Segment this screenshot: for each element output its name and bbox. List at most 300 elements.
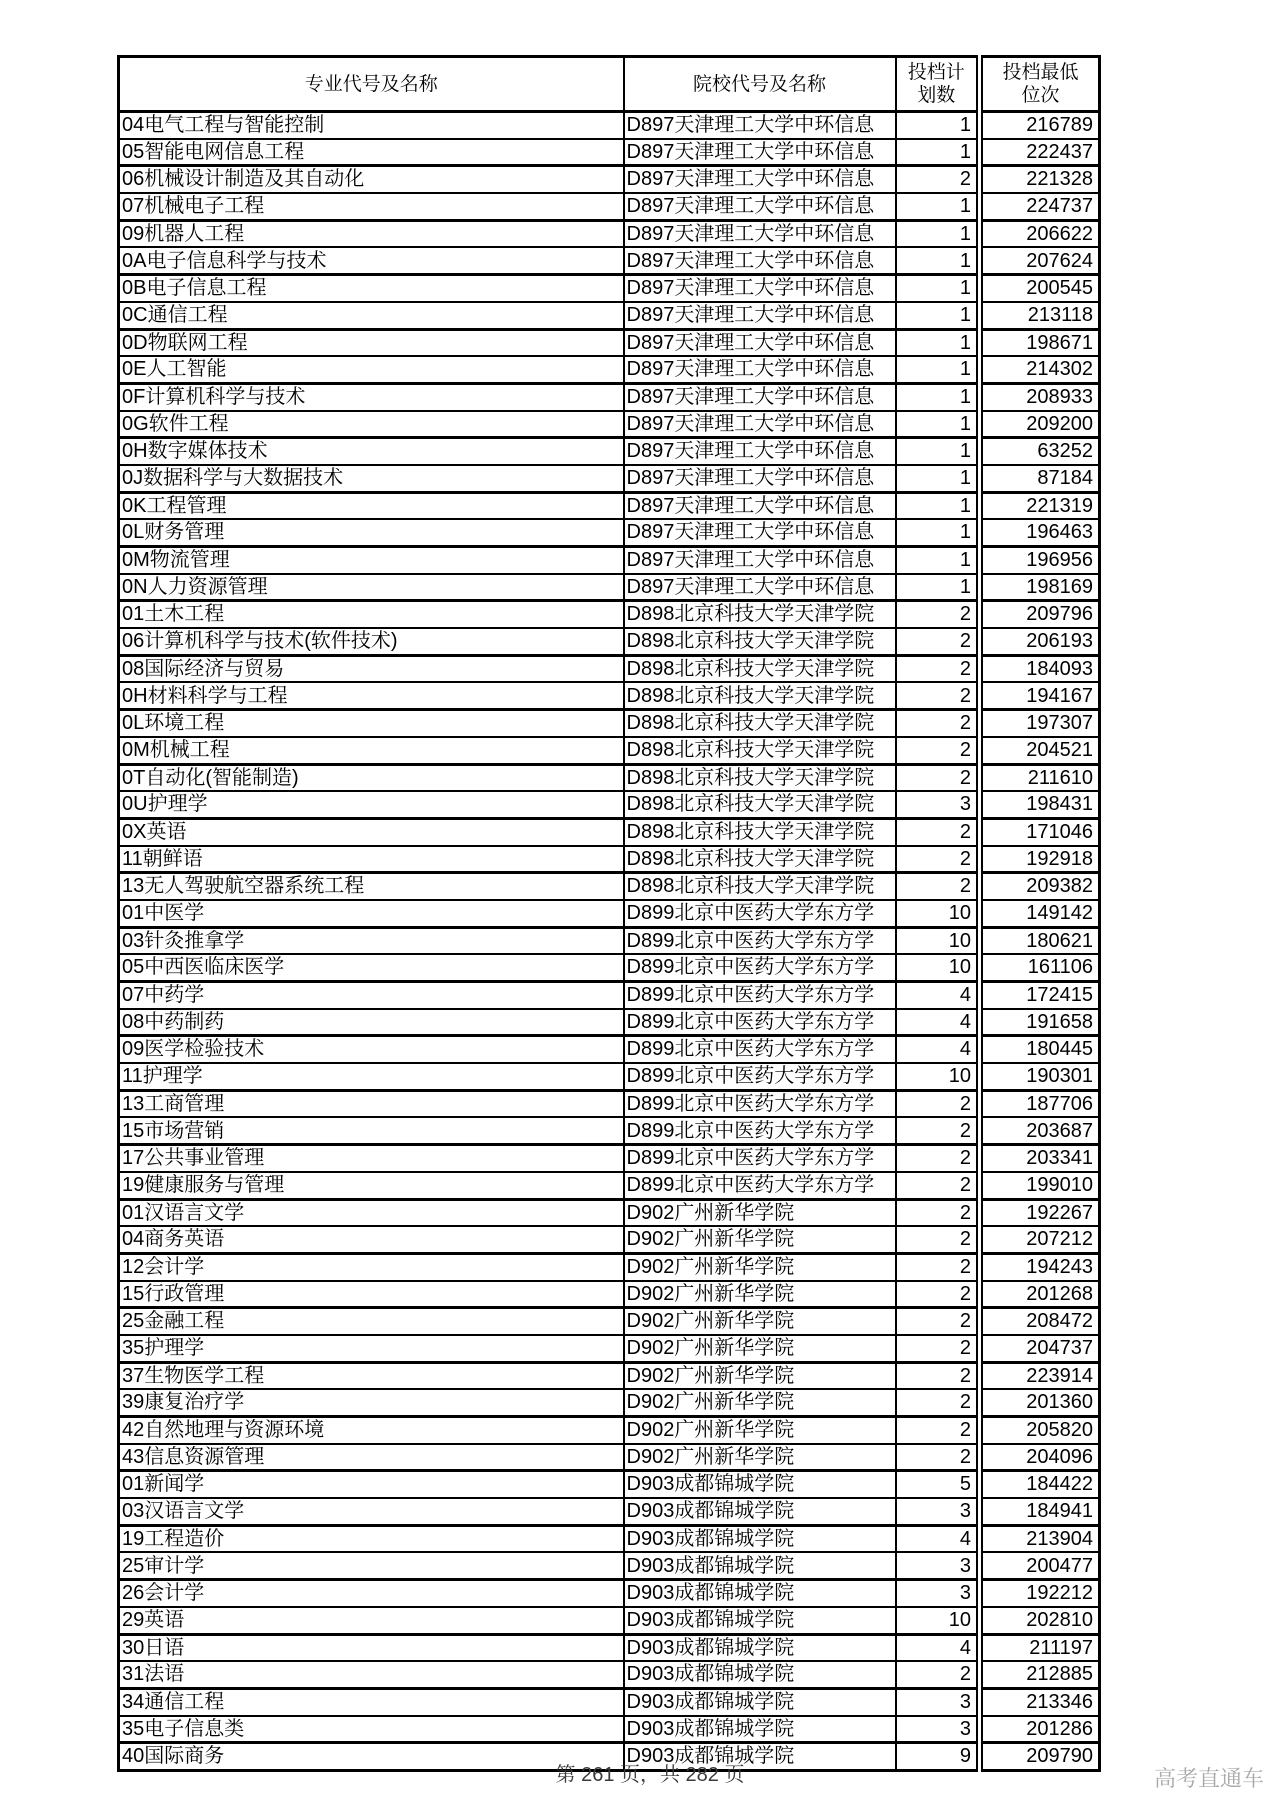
plan-count-cell: 1 (896, 302, 980, 329)
major-cell: 0E人工智能 (119, 356, 624, 383)
major-cell: 0L财务管理 (119, 519, 624, 546)
table-row (119, 302, 1100, 329)
plan-count-cell: 2 (896, 873, 980, 900)
plan-count-cell: 4 (896, 982, 980, 1009)
min-rank-cell: 198671 (980, 329, 1100, 356)
college-cell: D903成都锦城学院 (624, 1580, 896, 1607)
major-cell: 03汉语言文学 (119, 1498, 624, 1525)
college-cell: D897天津理工大学中环信息 (624, 574, 896, 601)
major-cell: 0J数据科学与大数据技术 (119, 465, 624, 492)
plan-count-cell: 3 (896, 1716, 980, 1743)
college-cell: D898北京科技大学天津学院 (624, 601, 896, 628)
college-cell: D897天津理工大学中环信息 (624, 411, 896, 438)
college-cell: D899北京中医药大学东方学 (624, 1145, 896, 1172)
table-row (119, 1498, 1100, 1525)
major-cell: 0H数字媒体技术 (119, 438, 624, 465)
college-cell: D897天津理工大学中环信息 (624, 193, 896, 220)
major-cell: 15行政管理 (119, 1281, 624, 1308)
major-cell: 01中医学 (119, 900, 624, 927)
min-rank-cell: 196956 (980, 547, 1100, 574)
college-cell: D899北京中医药大学东方学 (624, 982, 896, 1009)
table-row (119, 1389, 1100, 1416)
table-row (119, 954, 1100, 981)
min-rank-cell: 192212 (980, 1580, 1100, 1607)
college-cell: D903成都锦城学院 (624, 1661, 896, 1688)
min-rank-cell: 208472 (980, 1308, 1100, 1335)
min-rank-cell: 198169 (980, 574, 1100, 601)
min-rank-cell: 203341 (980, 1145, 1100, 1172)
college-cell: D899北京中医药大学东方学 (624, 1090, 896, 1117)
table-row (119, 1525, 1100, 1552)
table-row (119, 193, 1100, 220)
college-cell: D899北京中医药大学东方学 (624, 954, 896, 981)
min-rank-cell: 149142 (980, 900, 1100, 927)
min-rank-cell: 209790 (980, 1743, 1100, 1771)
plan-count-cell: 10 (896, 1607, 980, 1634)
table-row (119, 383, 1100, 410)
college-cell: D902广州新华学院 (624, 1226, 896, 1253)
min-rank-cell: 202810 (980, 1607, 1100, 1634)
major-cell: 34通信工程 (119, 1688, 624, 1715)
plan-count-cell: 1 (896, 247, 980, 274)
major-cell: 35护理学 (119, 1335, 624, 1362)
min-rank-cell: 180445 (980, 1036, 1100, 1063)
min-rank-cell: 207212 (980, 1226, 1100, 1253)
plan-count-cell: 2 (896, 737, 980, 764)
college-cell: D897天津理工大学中环信息 (624, 547, 896, 574)
min-rank-cell: 209382 (980, 873, 1100, 900)
plan-count-cell: 2 (896, 1117, 980, 1144)
plan-count-cell: 2 (896, 1417, 980, 1444)
table-row (119, 1471, 1100, 1498)
min-rank-cell: 201268 (980, 1281, 1100, 1308)
min-rank-cell: 161106 (980, 954, 1100, 981)
min-rank-cell: 196463 (980, 519, 1100, 546)
min-rank-cell: 191658 (980, 1009, 1100, 1036)
table-row (119, 1444, 1100, 1471)
major-cell: 01新闻学 (119, 1471, 624, 1498)
min-rank-cell: 204521 (980, 737, 1100, 764)
college-cell: D902广州新华学院 (624, 1253, 896, 1280)
college-cell: D903成都锦城学院 (624, 1688, 896, 1715)
major-cell: 08中药制药 (119, 1009, 624, 1036)
table-row (119, 628, 1100, 655)
table-row (119, 1036, 1100, 1063)
table-row (119, 547, 1100, 574)
plan-count-cell: 1 (896, 220, 980, 247)
plan-count-cell: 1 (896, 356, 980, 383)
plan-count-cell: 10 (896, 954, 980, 981)
college-cell: D903成都锦城学院 (624, 1743, 896, 1771)
table-row (119, 982, 1100, 1009)
table-row (119, 1226, 1100, 1253)
table-row (119, 764, 1100, 791)
plan-count-cell: 2 (896, 1335, 980, 1362)
college-cell: D903成都锦城学院 (624, 1525, 896, 1552)
min-rank-cell: 204096 (980, 1444, 1100, 1471)
plan-count-cell: 3 (896, 1688, 980, 1715)
college-cell: D902广州新华学院 (624, 1444, 896, 1471)
plan-count-cell: 10 (896, 1063, 980, 1090)
major-cell: 0X英语 (119, 818, 624, 845)
min-rank-cell: 198431 (980, 791, 1100, 818)
major-cell: 12会计学 (119, 1253, 624, 1280)
major-cell: 07机械电子工程 (119, 193, 624, 220)
table-row (119, 900, 1100, 927)
major-cell: 43信息资源管理 (119, 1444, 624, 1471)
college-cell: D903成都锦城学院 (624, 1716, 896, 1743)
major-cell: 06计算机科学与技术(软件技术) (119, 628, 624, 655)
major-cell: 19工程造价 (119, 1525, 624, 1552)
major-cell: 0G软件工程 (119, 411, 624, 438)
min-rank-cell: 184422 (980, 1471, 1100, 1498)
college-cell: D899北京中医药大学东方学 (624, 1009, 896, 1036)
college-cell: D902广州新华学院 (624, 1308, 896, 1335)
min-rank-cell: 205820 (980, 1417, 1100, 1444)
plan-count-cell: 2 (896, 1226, 980, 1253)
table-row (119, 927, 1100, 954)
table-row (119, 220, 1100, 247)
college-cell: D902广州新华学院 (624, 1335, 896, 1362)
plan-count-cell: 1 (896, 438, 980, 465)
plan-count-cell: 1 (896, 275, 980, 302)
min-rank-cell: 211197 (980, 1634, 1100, 1661)
plan-count-cell: 2 (896, 682, 980, 709)
plan-count-cell: 2 (896, 1281, 980, 1308)
min-rank-cell: 216789 (980, 112, 1100, 139)
table-row (119, 1281, 1100, 1308)
table-row (119, 1634, 1100, 1661)
major-cell: 31法语 (119, 1661, 624, 1688)
college-cell: D903成都锦城学院 (624, 1471, 896, 1498)
college-cell: D899北京中医药大学东方学 (624, 1172, 896, 1199)
table-row (119, 329, 1100, 356)
college-cell: D898北京科技大学天津学院 (624, 791, 896, 818)
page-number-text: 第 261 页，共 282 页 (555, 1764, 745, 1786)
plan-count-cell: 2 (896, 1172, 980, 1199)
college-cell: D898北京科技大学天津学院 (624, 846, 896, 873)
table-body (119, 112, 1100, 1771)
table-row (119, 411, 1100, 438)
college-cell: D902广州新华学院 (624, 1417, 896, 1444)
major-cell: 05智能电网信息工程 (119, 139, 624, 166)
min-rank-cell: 212885 (980, 1661, 1100, 1688)
min-rank-cell: 201360 (980, 1389, 1100, 1416)
major-cell: 29英语 (119, 1607, 624, 1634)
table-row (119, 1172, 1100, 1199)
table-row (119, 1607, 1100, 1634)
min-rank-cell: 209200 (980, 411, 1100, 438)
min-rank-cell: 204737 (980, 1335, 1100, 1362)
major-cell: 0T自动化(智能制造) (119, 764, 624, 791)
min-rank-cell: 184093 (980, 655, 1100, 682)
table-row (119, 655, 1100, 682)
college-cell: D897天津理工大学中环信息 (624, 356, 896, 383)
college-cell: D897天津理工大学中环信息 (624, 275, 896, 302)
plan-count-cell: 3 (896, 791, 980, 818)
college-cell: D898北京科技大学天津学院 (624, 710, 896, 737)
plan-count-cell: 9 (896, 1743, 980, 1771)
plan-count-cell: 2 (896, 1661, 980, 1688)
college-cell: D902广州新华学院 (624, 1362, 896, 1389)
major-cell: 15市场营销 (119, 1117, 624, 1144)
table-row (119, 1661, 1100, 1688)
table-row (119, 1253, 1100, 1280)
header-row (119, 57, 1100, 112)
plan-count-cell: 2 (896, 1362, 980, 1389)
table-row (119, 1716, 1100, 1743)
major-cell: 01汉语言文学 (119, 1199, 624, 1226)
plan-count-cell: 4 (896, 1009, 980, 1036)
table-row (119, 438, 1100, 465)
major-cell: 0C通信工程 (119, 302, 624, 329)
major-cell: 37生物医学工程 (119, 1362, 624, 1389)
major-cell: 01土木工程 (119, 601, 624, 628)
table-row (119, 247, 1100, 274)
major-cell: 13无人驾驶航空器系统工程 (119, 873, 624, 900)
table-row (119, 519, 1100, 546)
plan-count-cell: 5 (896, 1471, 980, 1498)
plan-count-cell: 2 (896, 1253, 980, 1280)
plan-count-cell: 2 (896, 166, 980, 193)
table-row (119, 275, 1100, 302)
major-cell: 0A电子信息科学与技术 (119, 247, 624, 274)
major-cell: 39康复治疗学 (119, 1389, 624, 1416)
min-rank-cell: 207624 (980, 247, 1100, 274)
major-cell: 11朝鲜语 (119, 846, 624, 873)
college-cell: D898北京科技大学天津学院 (624, 628, 896, 655)
min-rank-cell: 192267 (980, 1199, 1100, 1226)
plan-count-cell: 10 (896, 900, 980, 927)
college-cell: D897天津理工大学中环信息 (624, 465, 896, 492)
min-rank-cell: 213118 (980, 302, 1100, 329)
college-cell: D897天津理工大学中环信息 (624, 519, 896, 546)
plan-count-cell: 3 (896, 1498, 980, 1525)
table-row (119, 1090, 1100, 1117)
major-cell: 0M机械工程 (119, 737, 624, 764)
plan-count-cell: 3 (896, 1552, 980, 1579)
plan-count-cell: 2 (896, 764, 980, 791)
min-rank-cell: 206193 (980, 628, 1100, 655)
college-cell: D897天津理工大学中环信息 (624, 220, 896, 247)
college-cell: D898北京科技大学天津学院 (624, 818, 896, 845)
header-min-rank: 投档最低 位次 (980, 57, 1100, 112)
min-rank-cell: 194243 (980, 1253, 1100, 1280)
table-row (119, 465, 1100, 492)
table-row (119, 139, 1100, 166)
major-cell: 07中药学 (119, 982, 624, 1009)
college-cell: D902广州新华学院 (624, 1389, 896, 1416)
college-cell: D898北京科技大学天津学院 (624, 873, 896, 900)
table-row (119, 791, 1100, 818)
table-row (119, 1362, 1100, 1389)
major-cell: 40国际商务 (119, 1743, 624, 1771)
table-row (119, 1009, 1100, 1036)
major-cell: 17公共事业管理 (119, 1145, 624, 1172)
major-cell: 03针灸推拿学 (119, 927, 624, 954)
table-row (119, 846, 1100, 873)
plan-count-cell: 2 (896, 710, 980, 737)
min-rank-cell: 213904 (980, 1525, 1100, 1552)
min-rank-cell: 211610 (980, 764, 1100, 791)
min-rank-cell: 199010 (980, 1172, 1100, 1199)
major-cell: 05中西医临床医学 (119, 954, 624, 981)
plan-count-cell: 1 (896, 519, 980, 546)
college-cell: D898北京科技大学天津学院 (624, 682, 896, 709)
min-rank-cell: 221319 (980, 492, 1100, 519)
min-rank-cell: 206622 (980, 220, 1100, 247)
plan-count-cell: 2 (896, 628, 980, 655)
major-cell: 06机械设计制造及其自动化 (119, 166, 624, 193)
plan-count-cell: 1 (896, 329, 980, 356)
major-cell: 30日语 (119, 1634, 624, 1661)
min-rank-cell: 209796 (980, 601, 1100, 628)
college-cell: D898北京科技大学天津学院 (624, 655, 896, 682)
college-cell: D899北京中医药大学东方学 (624, 900, 896, 927)
table-row (119, 1199, 1100, 1226)
major-cell: 0H材料科学与工程 (119, 682, 624, 709)
plan-count-cell: 1 (896, 139, 980, 166)
college-cell: D899北京中医药大学东方学 (624, 927, 896, 954)
min-rank-cell: 223914 (980, 1362, 1100, 1389)
plan-count-cell: 10 (896, 927, 980, 954)
college-cell: D897天津理工大学中环信息 (624, 329, 896, 356)
table-row (119, 1145, 1100, 1172)
major-cell: 25金融工程 (119, 1308, 624, 1335)
college-cell: D899北京中医药大学东方学 (624, 1117, 896, 1144)
min-rank-cell: 213346 (980, 1688, 1100, 1715)
college-cell: D897天津理工大学中环信息 (624, 112, 896, 139)
min-rank-cell: 201286 (980, 1716, 1100, 1743)
min-rank-cell: 214302 (980, 356, 1100, 383)
major-cell: 26会计学 (119, 1580, 624, 1607)
min-rank-cell: 171046 (980, 818, 1100, 845)
plan-count-cell: 1 (896, 574, 980, 601)
college-cell: D902广州新华学院 (624, 1281, 896, 1308)
table-row (119, 112, 1100, 139)
college-cell: D899北京中医药大学东方学 (624, 1036, 896, 1063)
table-row (119, 1063, 1100, 1090)
table-row (119, 356, 1100, 383)
min-rank-cell: 63252 (980, 438, 1100, 465)
min-rank-cell: 224737 (980, 193, 1100, 220)
major-cell: 08国际经济与贸易 (119, 655, 624, 682)
college-cell: D897天津理工大学中环信息 (624, 139, 896, 166)
min-rank-cell: 187706 (980, 1090, 1100, 1117)
plan-count-cell: 4 (896, 1525, 980, 1552)
major-cell: 11护理学 (119, 1063, 624, 1090)
table-row (119, 737, 1100, 764)
plan-count-cell: 2 (896, 1145, 980, 1172)
min-rank-cell: 180621 (980, 927, 1100, 954)
plan-count-cell: 1 (896, 411, 980, 438)
min-rank-cell: 87184 (980, 465, 1100, 492)
min-rank-cell: 203687 (980, 1117, 1100, 1144)
college-cell: D897天津理工大学中环信息 (624, 438, 896, 465)
plan-count-cell: 2 (896, 1308, 980, 1335)
plan-count-cell: 2 (896, 655, 980, 682)
header-plan-count: 投档计 划数 (896, 57, 980, 112)
table-row (119, 818, 1100, 845)
college-cell: D903成都锦城学院 (624, 1607, 896, 1634)
college-cell: D897天津理工大学中环信息 (624, 247, 896, 274)
table-header (119, 57, 1100, 112)
major-cell: 0M物流管理 (119, 547, 624, 574)
college-cell: D903成都锦城学院 (624, 1552, 896, 1579)
college-cell: D898北京科技大学天津学院 (624, 764, 896, 791)
plan-count-cell: 2 (896, 818, 980, 845)
plan-count-cell: 1 (896, 193, 980, 220)
table-row (119, 873, 1100, 900)
plan-count-cell: 2 (896, 1444, 980, 1471)
major-cell: 35电子信息类 (119, 1716, 624, 1743)
college-cell: D897天津理工大学中环信息 (624, 166, 896, 193)
plan-count-cell: 2 (896, 1199, 980, 1226)
min-rank-cell: 192918 (980, 846, 1100, 873)
plan-count-cell: 2 (896, 1389, 980, 1416)
major-cell: 0L环境工程 (119, 710, 624, 737)
major-cell: 19健康服务与管理 (119, 1172, 624, 1199)
plan-count-cell: 2 (896, 1090, 980, 1117)
min-rank-cell: 184941 (980, 1498, 1100, 1525)
major-cell: 0K工程管理 (119, 492, 624, 519)
major-cell: 0B电子信息工程 (119, 275, 624, 302)
table-row (119, 166, 1100, 193)
table-row (119, 1117, 1100, 1144)
plan-count-cell: 1 (896, 547, 980, 574)
major-cell: 0F计算机科学与技术 (119, 383, 624, 410)
min-rank-cell: 194167 (980, 682, 1100, 709)
min-rank-cell: 172415 (980, 982, 1100, 1009)
table-row (119, 1552, 1100, 1579)
plan-count-cell: 4 (896, 1634, 980, 1661)
major-cell: 09医学检验技术 (119, 1036, 624, 1063)
major-cell: 04电气工程与智能控制 (119, 112, 624, 139)
table-row (119, 682, 1100, 709)
college-cell: D903成都锦城学院 (624, 1634, 896, 1661)
plan-count-cell: 1 (896, 465, 980, 492)
major-cell: 0U护理学 (119, 791, 624, 818)
table-row (119, 1580, 1100, 1607)
min-rank-cell: 200477 (980, 1552, 1100, 1579)
major-cell: 0N人力资源管理 (119, 574, 624, 601)
plan-count-cell: 3 (896, 1580, 980, 1607)
plan-count-cell: 2 (896, 601, 980, 628)
college-cell: D898北京科技大学天津学院 (624, 737, 896, 764)
table-row (119, 1308, 1100, 1335)
major-cell: 13工商管理 (119, 1090, 624, 1117)
min-rank-cell: 221328 (980, 166, 1100, 193)
min-rank-cell: 190301 (980, 1063, 1100, 1090)
table-row (119, 1688, 1100, 1715)
college-cell: D897天津理工大学中环信息 (624, 383, 896, 410)
min-rank-cell: 208933 (980, 383, 1100, 410)
major-cell: 09机器人工程 (119, 220, 624, 247)
table-row (119, 1335, 1100, 1362)
watermark-text: 高考直通车 (1153, 1766, 1264, 1791)
table-row (119, 601, 1100, 628)
major-cell: 0D物联网工程 (119, 329, 624, 356)
min-rank-cell: 197307 (980, 710, 1100, 737)
admission-table (117, 55, 1101, 1772)
college-cell: D899北京中医药大学东方学 (624, 1063, 896, 1090)
table-row (119, 1417, 1100, 1444)
plan-count-cell: 4 (896, 1036, 980, 1063)
major-cell: 04商务英语 (119, 1226, 624, 1253)
table-row (119, 710, 1100, 737)
college-cell: D897天津理工大学中环信息 (624, 302, 896, 329)
plan-count-cell: 1 (896, 492, 980, 519)
